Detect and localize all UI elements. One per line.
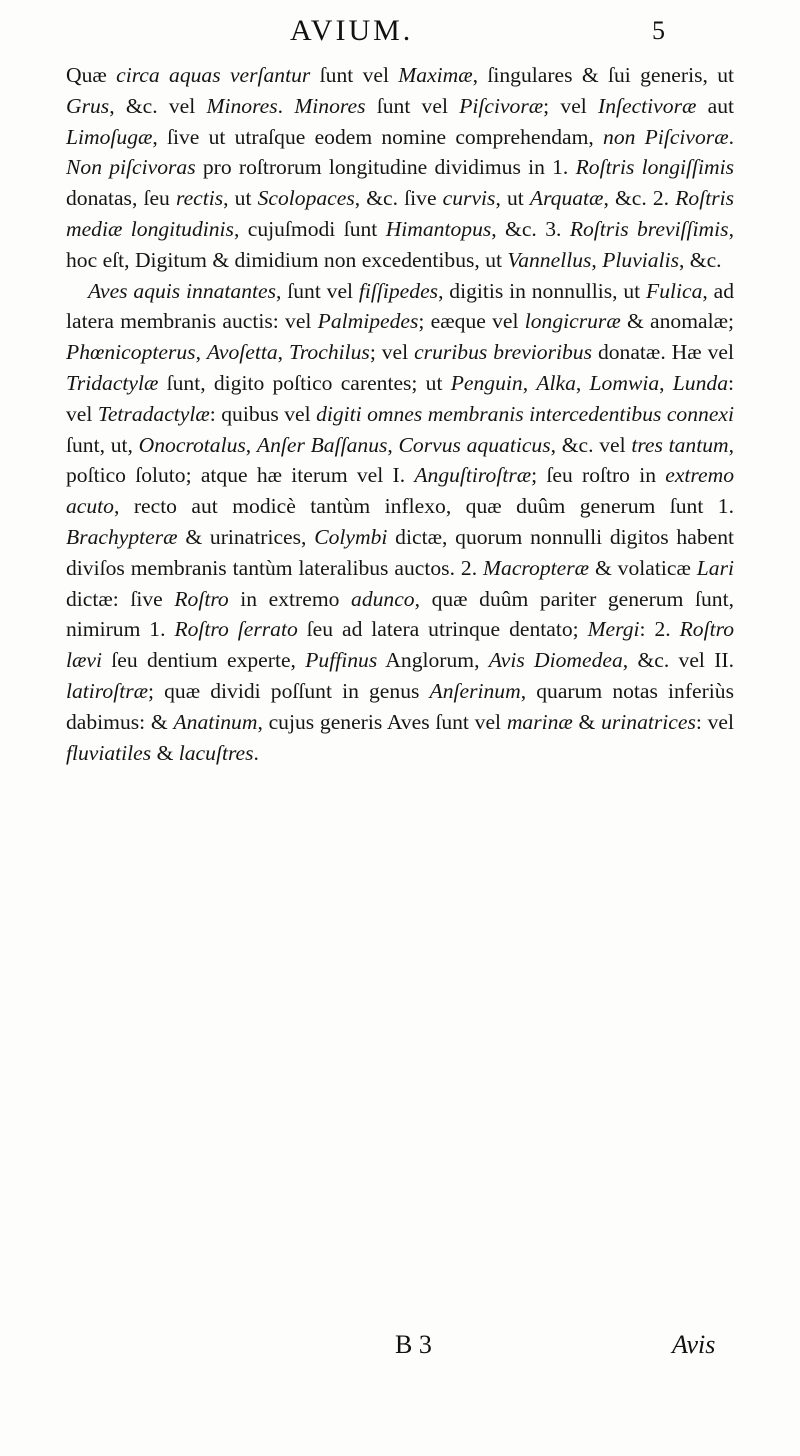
italic-text-run: Limoſugæ — [66, 124, 153, 149]
paragraph — [66, 60, 734, 276]
text-run: : 2. — [639, 617, 680, 642]
text-run: ; vel — [369, 340, 415, 365]
italic-text-run: Anſer Baſſanus — [256, 432, 388, 457]
text-run: in extremo — [228, 586, 352, 611]
italic-text-run: fiſſipedes — [358, 278, 439, 303]
italic-text-run: Inſectivoræ — [598, 93, 697, 118]
italic-text-run: digiti omnes membranis intercedentibus connexi — [316, 401, 734, 426]
italic-text-run: Tetradactylæ — [97, 401, 210, 426]
italic-text-run: circa aquas verſantur — [116, 63, 311, 87]
italic-text-run: curvis — [442, 186, 496, 211]
italic-text-run: Maximæ — [398, 63, 473, 87]
text-run: Anglorum, — [377, 648, 489, 673]
text-run: ; eæque vel — [418, 309, 525, 334]
italic-text-run: Colymbi — [314, 524, 388, 549]
italic-text-run: Pluvialis — [602, 247, 679, 272]
italic-text-run: Minores — [206, 93, 278, 118]
text-run: , — [522, 370, 537, 395]
italic-text-run: Corvus aquaticus — [398, 432, 551, 457]
text-run: , — [575, 370, 590, 395]
text-run: , — [245, 432, 257, 457]
text-run: . — [253, 740, 259, 765]
page-footer — [0, 1330, 800, 1370]
italic-text-run: Aves aquis innatantes — [88, 278, 277, 303]
text-run: ſunt, ut, — [66, 432, 139, 457]
italic-text-run: Non piſcivoras — [66, 155, 196, 180]
italic-text-run: Trochilus — [289, 340, 370, 365]
italic-text-run: longicruræ — [524, 309, 621, 334]
text-run: , — [387, 432, 399, 457]
text-run: & urinatrices, — [177, 524, 315, 549]
italic-text-run: Minores — [294, 93, 366, 118]
italic-text-run: Roſtris longiſſimis — [575, 155, 734, 180]
italic-text-run: Roſtro lævi — [66, 617, 734, 673]
italic-text-run: lacuſtres — [178, 740, 254, 765]
text-run: aut — [696, 93, 734, 118]
italic-text-run: Roſtris breviſſimis — [569, 216, 729, 241]
italic-text-run: extremo acuto — [66, 463, 734, 519]
text-run: . — [277, 93, 295, 118]
italic-text-run: tres tantum — [631, 432, 729, 457]
italic-text-run: non Piſcivoræ — [603, 124, 729, 149]
italic-text-run: Grus — [66, 93, 110, 118]
italic-text-run: Lomwia — [589, 370, 660, 395]
paragraph — [66, 276, 734, 769]
text-run: ; vel — [543, 93, 599, 118]
text-run: , ſingulares & ſui generis, ut — [472, 63, 734, 87]
italic-text-run: Anſerinum — [429, 678, 521, 703]
text-run: , ſunt vel — [276, 278, 359, 303]
text-run: , ad latera membranis auctis: vel — [66, 278, 734, 334]
text-run: , hoc eſt, Digitum & dimidium non excedentibus, ut — [66, 216, 734, 272]
running-head — [0, 14, 800, 54]
text-run: , &c. — [678, 247, 722, 272]
text-run: , ſive ut utraſque eodem nomine comprehendam, — [152, 124, 604, 149]
italic-text-run: Himantopus — [385, 216, 492, 241]
italic-text-run: Macropteræ — [483, 555, 590, 580]
text-run: pro roſtrorum longitudine dividimus in 1. — [195, 155, 576, 180]
text-run: , &c. 2. — [603, 186, 676, 211]
text-run: ſunt vel — [310, 63, 399, 87]
text-run: & volaticæ — [589, 555, 697, 580]
text-run: , ut — [495, 186, 530, 211]
text-run: , — [195, 340, 207, 365]
italic-text-run: Alka — [536, 370, 576, 395]
text-run: ; quæ dividi poſſunt in genus — [148, 678, 430, 703]
text-run: , &c. ſive — [354, 186, 443, 211]
text-run: , — [277, 340, 290, 365]
text-run: & — [151, 740, 179, 765]
italic-text-run: Fulica — [646, 278, 703, 303]
text-run: . — [728, 124, 734, 149]
text-run: donatæ. Hæ vel — [592, 340, 734, 365]
text-run: ; ſeu roſtro in — [531, 463, 666, 488]
italic-text-run: Brachypteræ — [66, 524, 178, 549]
italic-text-run: Lunda — [672, 370, 728, 395]
italic-text-run: Piſcivoræ — [459, 93, 544, 118]
italic-text-run: latiroſtræ — [66, 678, 148, 703]
italic-text-run: Avis Diomedea — [488, 648, 623, 673]
text-run: , cujuſmodi ſunt — [233, 216, 386, 241]
text-run: , &c. 3. — [491, 216, 570, 241]
italic-text-run: Roſtro — [174, 586, 229, 611]
italic-text-run: Avoſetta — [206, 340, 278, 365]
text-run: , ut — [223, 186, 258, 211]
text-run: , — [659, 370, 673, 395]
text-run: , quæ duûm pariter generum ſunt, nimirum 1. — [66, 586, 734, 642]
body-text — [66, 60, 734, 768]
italic-text-run: Phœnicopterus — [66, 340, 196, 365]
italic-text-run: Puffinus — [305, 648, 378, 673]
italic-text-run: rectis — [175, 186, 224, 211]
italic-text-run: fluviatiles — [66, 740, 152, 765]
italic-text-run: Mergi — [587, 617, 640, 642]
text-run: & — [572, 709, 602, 734]
text-run: , digitis in nonnullis, ut — [438, 278, 646, 303]
italic-text-run: Penguin — [450, 370, 523, 395]
text-run: ſunt vel — [365, 93, 460, 118]
text-run: , &c. vel — [550, 432, 632, 457]
text-run: , quarum notas inferiùs dabimus: & — [66, 678, 734, 734]
italic-text-run: Arquatæ — [529, 186, 604, 211]
italic-text-run: marinæ — [506, 709, 573, 734]
italic-text-run: Palmipedes — [317, 309, 419, 334]
text-run: Quæ — [66, 63, 117, 87]
text-run: , cujus generis Aves ſunt vel — [257, 709, 507, 734]
italic-text-run: adunco — [351, 586, 415, 611]
italic-text-run: Roſtris mediæ longitudinis — [66, 186, 734, 241]
text-run: & anomalæ; — [620, 309, 735, 334]
italic-text-run: Scolopaces — [257, 186, 355, 211]
italic-text-run: cruribus brevioribus — [414, 340, 592, 365]
italic-text-run: Anatinum — [173, 709, 258, 734]
text-run: , — [591, 247, 603, 272]
text-run: , poſtico ſoluto; atque hæ iterum vel I. — [66, 432, 735, 488]
text-run: , &c. vel II. — [622, 648, 734, 673]
text-run: ſeu dentium experte, — [102, 648, 306, 673]
italic-text-run: Tridactylæ — [66, 370, 159, 395]
italic-text-run: Lari — [696, 555, 735, 580]
text-run: dictæ, quorum nonnulli digitos habent diviſos membranis tantùm lateralibus auctos. 2. — [66, 524, 734, 580]
text-run: : quibus vel — [209, 401, 317, 426]
text-run: : vel — [695, 709, 734, 734]
italic-text-run: urinatrices — [601, 709, 696, 734]
page-number: 5 — [652, 16, 665, 45]
text-run: : vel — [66, 370, 734, 426]
text-run: ſeu ad latera utrinque dentato; — [297, 617, 588, 642]
italic-text-run: Onocrotalus — [138, 432, 246, 457]
text-run: dictæ: ſive — [66, 586, 175, 611]
running-title: AVIUM. — [290, 14, 414, 47]
italic-text-run: Roſtro ſerrato — [174, 617, 298, 642]
italic-text-run: Anguſtiroſtræ — [414, 463, 532, 488]
catchword: Avis — [672, 1330, 716, 1359]
text-run: , recto aut modicè tantùm inflexo, quæ duûm generum ſunt 1. — [113, 494, 734, 519]
signature-mark: B 3 — [395, 1330, 432, 1359]
text-run: , &c. vel — [109, 93, 207, 118]
italic-text-run: Vannellus — [507, 247, 592, 272]
text-run: donatas, ſeu — [66, 186, 176, 211]
text-run: ſunt, digito poſtico carentes; ut — [158, 370, 451, 395]
